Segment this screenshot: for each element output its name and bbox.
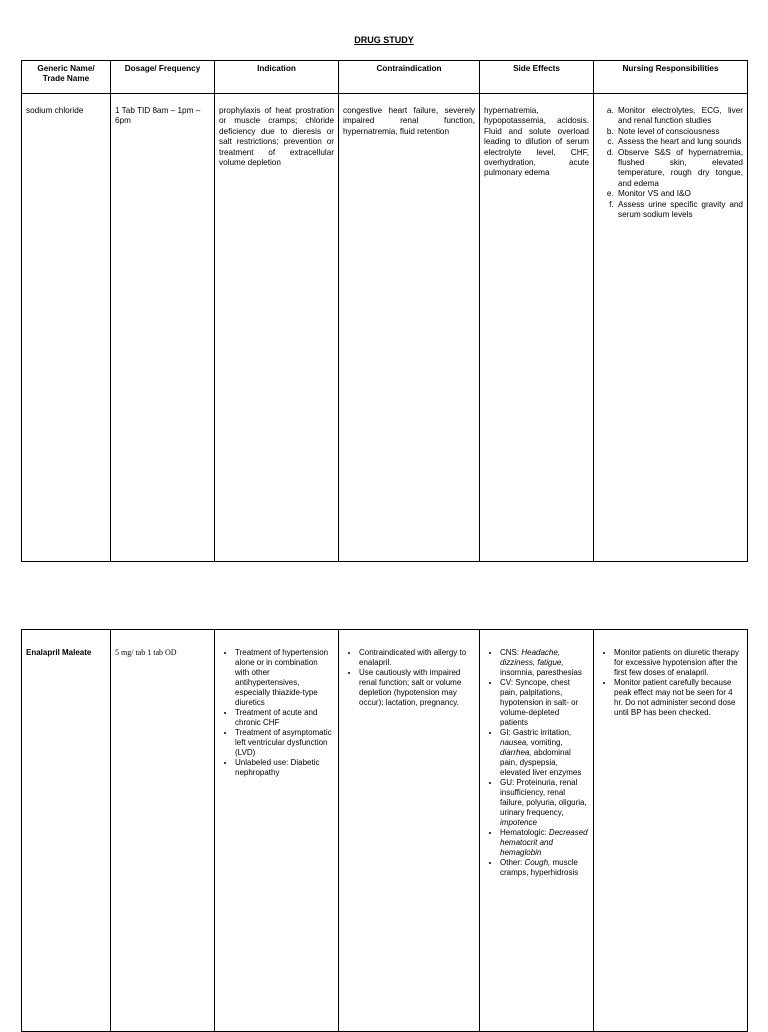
list-item: • Treatment of acute and chronic CHF (235, 708, 334, 728)
table-row (22, 630, 748, 1032)
side-effect-label: Hematologic: (500, 828, 549, 837)
list-item (500, 648, 589, 678)
list-item (500, 778, 589, 828)
header-nursing: Nursing Responsibilities (594, 61, 748, 94)
list-item: c. Assess the heart and lung sounds (616, 137, 743, 147)
list-item: b. Note level of consciousness (616, 127, 743, 137)
header-indication: Indication (215, 61, 339, 94)
nursing-list (598, 648, 743, 718)
indication (215, 630, 339, 1032)
table-header-row (22, 61, 748, 94)
list-item: • Treatment of hypertension alone or in combination with other antihypertensives, especially thiazide-type diuretics (235, 648, 334, 708)
list-item: • Contraindicated with allergy to enalapril. (359, 648, 475, 668)
side-effect-italic: nausea, (500, 738, 529, 747)
list-item (500, 828, 589, 858)
side-effect-italic: impotence (500, 818, 537, 827)
list-item: • Monitor patient carefully because peak effect may not be seen for 4 hr. Do not administer second dose until BP has been checked. (614, 678, 743, 718)
side-effect-text: GI: Gastric irritation, (500, 728, 572, 737)
header-dosage: Dosage/ Frequency (111, 61, 215, 94)
side-effect-label: Other: (500, 858, 525, 867)
nursing-list (598, 106, 743, 220)
nursing-responsibilities (594, 94, 748, 562)
side-effect-italic: diarrhea, (500, 748, 532, 757)
side-effect-label: CNS: (500, 648, 522, 657)
nursing-responsibilities (594, 630, 748, 1032)
list-item: d. Observe S&S of hypernatremia, flushed skin, elevated temperature, rough dry tongue, and edema (616, 148, 743, 190)
side-effect-text: insomnia, paresthesias (500, 668, 582, 677)
dosage: 1 Tab TID 8am – 1pm – 6pm (111, 94, 215, 562)
side-effect-italic: Cough, (524, 858, 551, 867)
list-item: a. Monitor electrolytes, ECG, liver and renal function studies (616, 106, 743, 127)
header-contraindication: Contraindication (339, 61, 480, 94)
side-effect-text: GU: Proteinuria, renal insufficiency, renal failure, polyuria, oliguria, urinary frequency, (500, 778, 587, 817)
list-item (500, 728, 589, 778)
list-item: • Treatment of asymptomatic left ventricular dysfunction (LVD) (235, 728, 334, 758)
side-effect-italic: Headache, dizziness, fatigue, (500, 648, 564, 667)
header-side-effects: Side Effects (480, 61, 594, 94)
dosage: 5 mg/ tab 1 tab OD (111, 630, 215, 1032)
side-effects (480, 630, 594, 1032)
side-effect-text: abdominal pain, dyspepsia, elevated liver enzymes (500, 748, 582, 777)
header-generic-name: Generic Name/ Trade Name (22, 61, 111, 94)
table-row (22, 94, 748, 562)
contraindication (339, 630, 480, 1032)
drug-table-sodium-chloride (21, 60, 748, 562)
list-item (500, 858, 589, 878)
contraindication: congestive heart failure, severely impaired renal function, hypernatremia, fluid retention (339, 94, 480, 562)
list-item: • Monitor patients on diuretic therapy for excessive hypotension after the first few doses of enalapril. (614, 648, 743, 678)
side-effects: hypernatremia, hypopotassemia, acidosis. Fluid and solute overload leading to dilution of serum electrolyte level, CHF, overhydration, acute pulmonary edema (480, 94, 594, 562)
indication: prophylaxis of heat prostration or muscle cramps; chloride deficiency due to dieresis or salt restrictions; prevention or treatment of extracellular volume depletion (215, 94, 339, 562)
list-item: • Use cautiously with impaired renal function; salt or volume depletion (hypotension may occur); lactation, pregnancy. (359, 668, 475, 708)
side-effect-text: vomiting, (528, 738, 563, 747)
document-title: DRUG STUDY (354, 35, 414, 45)
side-effects-list (484, 648, 589, 878)
list-item: • Unlabeled use: Diabetic nephropathy (235, 758, 334, 778)
drug-name: sodium chloride (22, 94, 111, 562)
list-item: f. Assess urine specific gravity and serum sodium levels (616, 200, 743, 221)
drug-table-enalapril (21, 629, 748, 1032)
drug-name: Enalapril Maleate (22, 630, 111, 1032)
side-effect-text: muscle cramps, hyperhidrosis (500, 858, 579, 877)
list-item: e. Monitor VS and I&O (616, 189, 743, 199)
contraindication-list (343, 648, 475, 708)
side-effect-italic: Decreased hematocrit and hemaglobin (500, 828, 588, 857)
indication-list (219, 648, 334, 778)
list-item: • CV: Syncope, chest pain, palpitations, hypotension in salt- or volume-depleted patients (500, 678, 589, 728)
